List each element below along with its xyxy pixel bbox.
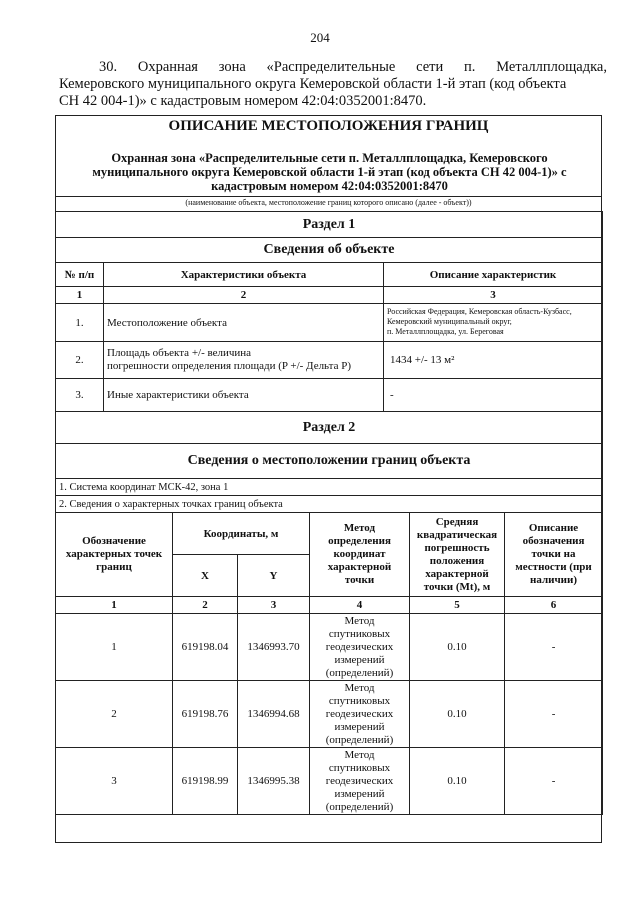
header-error xyxy=(410,513,505,597)
header-coords: Координаты, м xyxy=(173,513,310,555)
object-name xyxy=(72,151,587,193)
row2-name xyxy=(104,342,384,379)
header-desc xyxy=(505,513,603,597)
row3-num: 3. xyxy=(56,379,104,412)
header-method-line-1: Метод xyxy=(343,522,376,534)
section2-title: Раздел 2 xyxy=(56,412,603,444)
row1-desc-line-1: Российская Федерация, Кемеровская область-Кузбасс, xyxy=(387,307,572,316)
header-method-line-2: определения xyxy=(328,535,391,547)
row1-desc-line-2: Кемеровский муниципальный округ, xyxy=(387,317,512,326)
header-error-line-2: квадратическая xyxy=(416,528,498,541)
intro-line-1: 30. Охранная зона «Распределительные сети п. Металлплощадка, xyxy=(99,59,607,75)
point2-method xyxy=(310,681,410,748)
s2-col-number-3: 3 xyxy=(238,597,310,614)
point1-x: 619198.04 xyxy=(173,614,238,681)
header-method-line-4: характерной xyxy=(327,561,392,573)
section1-subtitle: Сведения об объекте xyxy=(56,238,603,263)
row1-desc-line-3: п. Металлплощадка, ул. Береговая xyxy=(387,327,504,336)
point3-x: 619198.99 xyxy=(173,748,238,815)
point3-method-line-2: спутниковых xyxy=(328,761,391,774)
header-method-line-5: точки xyxy=(344,574,375,586)
point2-y: 1346994.68 xyxy=(238,681,310,748)
points-caption: 2. Сведения о характерных точках границ объекта xyxy=(56,496,603,513)
point1-method-line-3: геодезических xyxy=(325,640,394,653)
point1-mt: 0.10 xyxy=(410,614,505,681)
point2-method-line-5: (определений) xyxy=(325,733,394,746)
header-error-line-1: Средняя xyxy=(435,515,479,528)
header-error-line-6: точки (Mt), м xyxy=(423,580,491,593)
point2-desc: - xyxy=(505,681,603,748)
point1-method xyxy=(310,614,410,681)
point3-method-line-1: Метод xyxy=(344,748,375,761)
point1-method-line-1: Метод xyxy=(344,614,375,627)
s2-col-number-5: 5 xyxy=(410,597,505,614)
point2-x: 619198.76 xyxy=(173,681,238,748)
object-name-line-1: Охранная зона «Распределительные сети п. Металлплощадка, Кемеровского xyxy=(111,151,548,165)
header-desc-line-5: наличии) xyxy=(530,574,578,586)
table-row xyxy=(56,342,603,379)
point3-id: 3 xyxy=(56,748,173,815)
table-row xyxy=(56,681,603,748)
intro-line-2: Кемеровского муниципального округа Кемеровской области 1-й этап (код объекта xyxy=(59,76,567,92)
header-desc-line-1: Описание xyxy=(528,522,579,534)
point3-method-line-4: измерений xyxy=(334,787,385,800)
point3-mt: 0.10 xyxy=(410,748,505,815)
row1-desc xyxy=(384,304,603,342)
header-desc-line-3: точки на xyxy=(531,548,576,560)
point2-id: 2 xyxy=(56,681,173,748)
header-desc-line-2: обозначения xyxy=(522,535,585,547)
row2-name-line-1: Площадь объекта +/- величина xyxy=(107,347,252,359)
row2-name-line-2: погрешности определения площади (P +/- Дельта P) xyxy=(107,360,352,372)
point3-method xyxy=(310,748,410,815)
point2-method-line-2: спутниковых xyxy=(328,694,391,707)
doc-title: ОПИСАНИЕ МЕСТОПОЛОЖЕНИЯ ГРАНИЦ xyxy=(168,118,489,134)
col-number-1: 1 xyxy=(56,287,104,304)
row1-num: 1. xyxy=(56,304,104,342)
header-method xyxy=(310,513,410,597)
point3-method-line-5: (определений) xyxy=(325,800,394,813)
header-method-line-3: координат xyxy=(333,548,386,560)
table-row xyxy=(56,614,603,681)
point3-y: 1346995.38 xyxy=(238,748,310,815)
point1-method-line-2: спутниковых xyxy=(328,627,391,640)
row3-desc: - xyxy=(384,379,603,412)
point2-method-line-3: геодезических xyxy=(325,707,394,720)
point1-id: 1 xyxy=(56,614,173,681)
header-point-line-1: Обозначение xyxy=(82,535,146,547)
s2-col-number-6: 6 xyxy=(505,597,603,614)
coord-system: 1. Система координат МСК-42, зона 1 xyxy=(56,479,603,496)
header-point-line-3: границ xyxy=(96,561,132,573)
point2-method-line-1: Метод xyxy=(344,681,375,694)
table-row xyxy=(56,304,603,342)
intro-paragraph xyxy=(59,59,607,110)
object-name-line-3: кадастровым номером 42:04:0352001:8470 xyxy=(211,179,448,193)
s2-col-number-4: 4 xyxy=(310,597,410,614)
point1-y: 1346993.70 xyxy=(238,614,310,681)
header-description: Описание характеристик xyxy=(384,263,603,287)
header-error-line-5: характерной xyxy=(425,567,489,580)
section2-subtitle: Сведения о местоположении границ объекта xyxy=(56,444,603,479)
header-y: Y xyxy=(238,555,310,597)
s2-col-number-2: 2 xyxy=(173,597,238,614)
point2-method-line-4: измерений xyxy=(334,720,385,733)
header-desc-line-4: местности (при xyxy=(515,561,592,573)
row2-desc: 1434 +/- 13 м² xyxy=(384,342,603,379)
section1-title: Раздел 1 xyxy=(56,212,603,238)
section2-table xyxy=(55,411,603,815)
table-row xyxy=(56,748,603,815)
header-characteristic: Характеристики объекта xyxy=(104,263,384,287)
point3-desc: - xyxy=(505,748,603,815)
header-num: № п/п xyxy=(56,263,104,287)
object-name-underline xyxy=(55,196,602,197)
intro-line-3: СН 42 004-1)» с кадастровым номером 42:04:0352001:8470. xyxy=(59,93,427,109)
header-point-line-2: характерных точек xyxy=(65,548,163,560)
s2-col-number-1: 1 xyxy=(56,597,173,614)
page-number: 204 xyxy=(310,30,330,45)
point1-method-line-4: измерений xyxy=(334,653,385,666)
point1-method-line-5: (определений) xyxy=(325,666,394,679)
table-row xyxy=(56,379,603,412)
object-name-line-2: муниципального округа Кемеровской области 1-й этап (код объекта СН 42 004-1)» с xyxy=(92,165,567,179)
col-number-3: 3 xyxy=(384,287,603,304)
point2-mt: 0.10 xyxy=(410,681,505,748)
row2-num: 2. xyxy=(56,342,104,379)
point1-desc: - xyxy=(505,614,603,681)
header-point xyxy=(56,513,173,597)
row1-name: Местоположение объекта xyxy=(104,304,384,342)
header-x: X xyxy=(173,555,238,597)
header-error-line-3: погрешность xyxy=(424,541,490,554)
object-note: (наименование объекта, местоположение границ которого описано (далее - объект)) xyxy=(185,198,472,207)
col-number-2: 2 xyxy=(104,287,384,304)
row3-name: Иные характеристики объекта xyxy=(104,379,384,412)
section1-table xyxy=(55,211,603,412)
point3-method-line-3: геодезических xyxy=(325,774,394,787)
header-error-line-4: положения xyxy=(429,554,485,567)
